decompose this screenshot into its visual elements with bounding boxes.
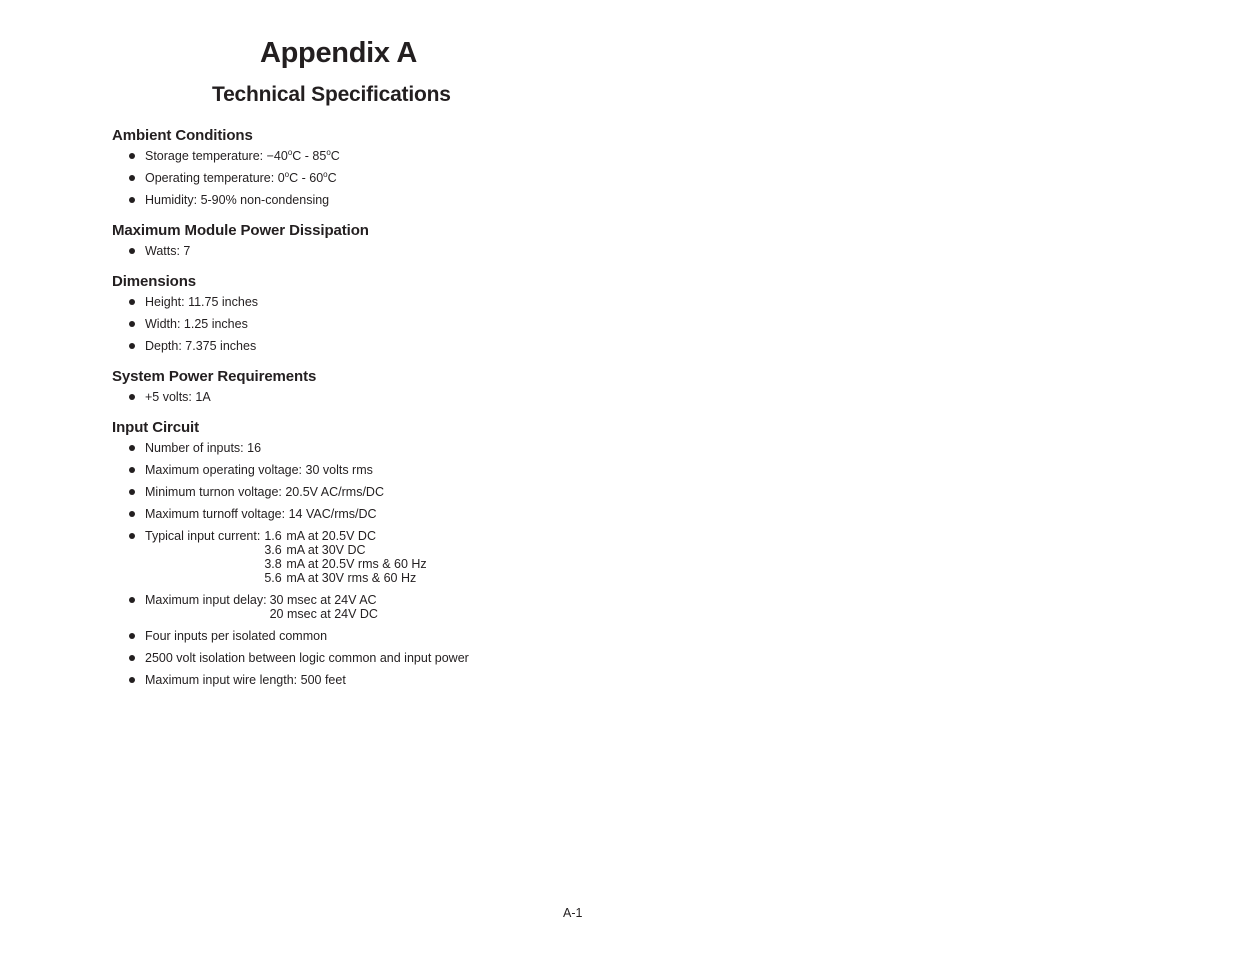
current-row (264, 543, 426, 557)
current-value: 3.6 (264, 543, 282, 557)
degree-mark: o (323, 170, 328, 179)
bullet-icon (129, 299, 135, 305)
spec-list (112, 149, 632, 207)
list-item-typical-input-current (112, 529, 632, 585)
bullet-icon (129, 597, 135, 603)
appendix-title: Appendix A (260, 37, 418, 69)
list-item-text: Maximum input wire length: 500 feet (145, 673, 346, 687)
list-item (112, 629, 632, 643)
list-item (112, 441, 632, 455)
current-value: 3.8 (264, 557, 282, 571)
appendix-subtitle: Technical Specifications (212, 83, 451, 106)
section-heading: Input Circuit (112, 419, 200, 436)
input-delay-block (145, 593, 632, 621)
bullet-icon (129, 248, 135, 254)
section-heading: System Power Requirements (112, 368, 317, 385)
list-item-text: Width: 1.25 inches (145, 317, 248, 331)
bullet-icon (129, 175, 135, 181)
list-item-text: Four inputs per isolated common (145, 629, 328, 643)
list-item-text: Height: 11.75 inches (145, 295, 259, 309)
list-item-text: 2500 volt isolation between logic common and input power (145, 651, 469, 665)
bullet-icon (129, 394, 135, 400)
storage-temp-mid: C - 85 (292, 149, 327, 163)
list-item-humidity (112, 193, 632, 207)
bullet-icon (129, 533, 135, 539)
section-dimensions (112, 271, 632, 353)
section-heading: Dimensions (112, 273, 197, 290)
bullet-icon (129, 343, 135, 349)
spec-list (112, 244, 632, 258)
list-item-text: Maximum operating voltage: 30 volts rms (145, 463, 373, 477)
list-item-storage-temperature (112, 149, 632, 163)
delay-row: 20 msec at 24V DC (269, 607, 378, 621)
input-delay-values (267, 593, 378, 621)
current-row (264, 529, 426, 543)
input-delay-label: Maximum input delay: (145, 593, 267, 607)
bullet-icon (129, 511, 135, 517)
list-item (112, 295, 632, 309)
current-value: 1.6 (264, 529, 282, 543)
bullet-icon (129, 489, 135, 495)
list-item-text: Watts: 7 (145, 244, 191, 258)
list-item-operating-temperature (112, 171, 632, 185)
list-item (112, 651, 632, 665)
spec-list (112, 295, 632, 353)
bullet-icon (129, 445, 135, 451)
list-item (112, 244, 632, 258)
bullet-icon (129, 197, 135, 203)
list-item (112, 339, 632, 353)
list-item (112, 317, 632, 331)
current-row (264, 557, 426, 571)
section-power-dissipation (112, 220, 632, 258)
bullet-icon (129, 153, 135, 159)
operating-temp-end: C (327, 171, 337, 185)
list-item-text: Number of inputs: 16 (145, 441, 262, 455)
list-item (112, 507, 632, 521)
list-item-text: Maximum turnoff voltage: 14 VAC/rms/DC (145, 507, 377, 521)
list-item-maximum-input-delay (112, 593, 632, 621)
operating-temp-mid: C - 60 (289, 171, 324, 185)
bullet-icon (129, 655, 135, 661)
degree-mark: o (326, 148, 331, 157)
typical-current-label: Typical input current: (145, 529, 261, 543)
current-condition: mA at 20.5V DC (286, 529, 376, 543)
humidity-text: Humidity: 5-90% non-condensing (145, 193, 330, 207)
section-ambient-conditions (112, 125, 632, 207)
section-heading: Maximum Module Power Dissipation (112, 222, 369, 239)
bullet-icon (129, 677, 135, 683)
spec-list (112, 441, 632, 687)
bullet-icon (129, 321, 135, 327)
storage-temp-end: C (330, 149, 340, 163)
degree-mark: o (287, 148, 293, 157)
bullet-icon (129, 633, 135, 639)
storage-temp-prefix: Storage temperature: −40 (145, 149, 288, 163)
spec-list (112, 390, 632, 404)
list-item-text: Depth: 7.375 inches (145, 339, 257, 353)
section-heading: Ambient Conditions (112, 127, 253, 144)
list-item-text: +5 volts: 1A (145, 390, 211, 404)
list-item (112, 485, 632, 499)
spec-content (112, 125, 632, 695)
typical-current-block (145, 529, 632, 585)
current-condition: mA at 30V DC (286, 543, 366, 557)
delay-row: 30 msec at 24V AC (269, 593, 377, 607)
typical-current-values (264, 529, 426, 585)
operating-temp-prefix: Operating temperature: 0 (145, 171, 285, 185)
current-condition: mA at 30V rms & 60 Hz (286, 571, 417, 585)
bullet-icon (129, 467, 135, 473)
section-input-circuit (112, 417, 632, 687)
section-system-power (112, 366, 632, 404)
current-row (264, 571, 426, 585)
current-condition: mA at 20.5V rms & 60 Hz (286, 557, 427, 571)
list-item (112, 673, 632, 687)
list-item-text: Minimum turnon voltage: 20.5V AC/rms/DC (145, 485, 384, 499)
list-item (112, 390, 632, 404)
page-number: A-1 (563, 906, 583, 920)
current-value: 5.6 (264, 571, 282, 585)
degree-mark: o (284, 170, 290, 179)
list-item (112, 463, 632, 477)
